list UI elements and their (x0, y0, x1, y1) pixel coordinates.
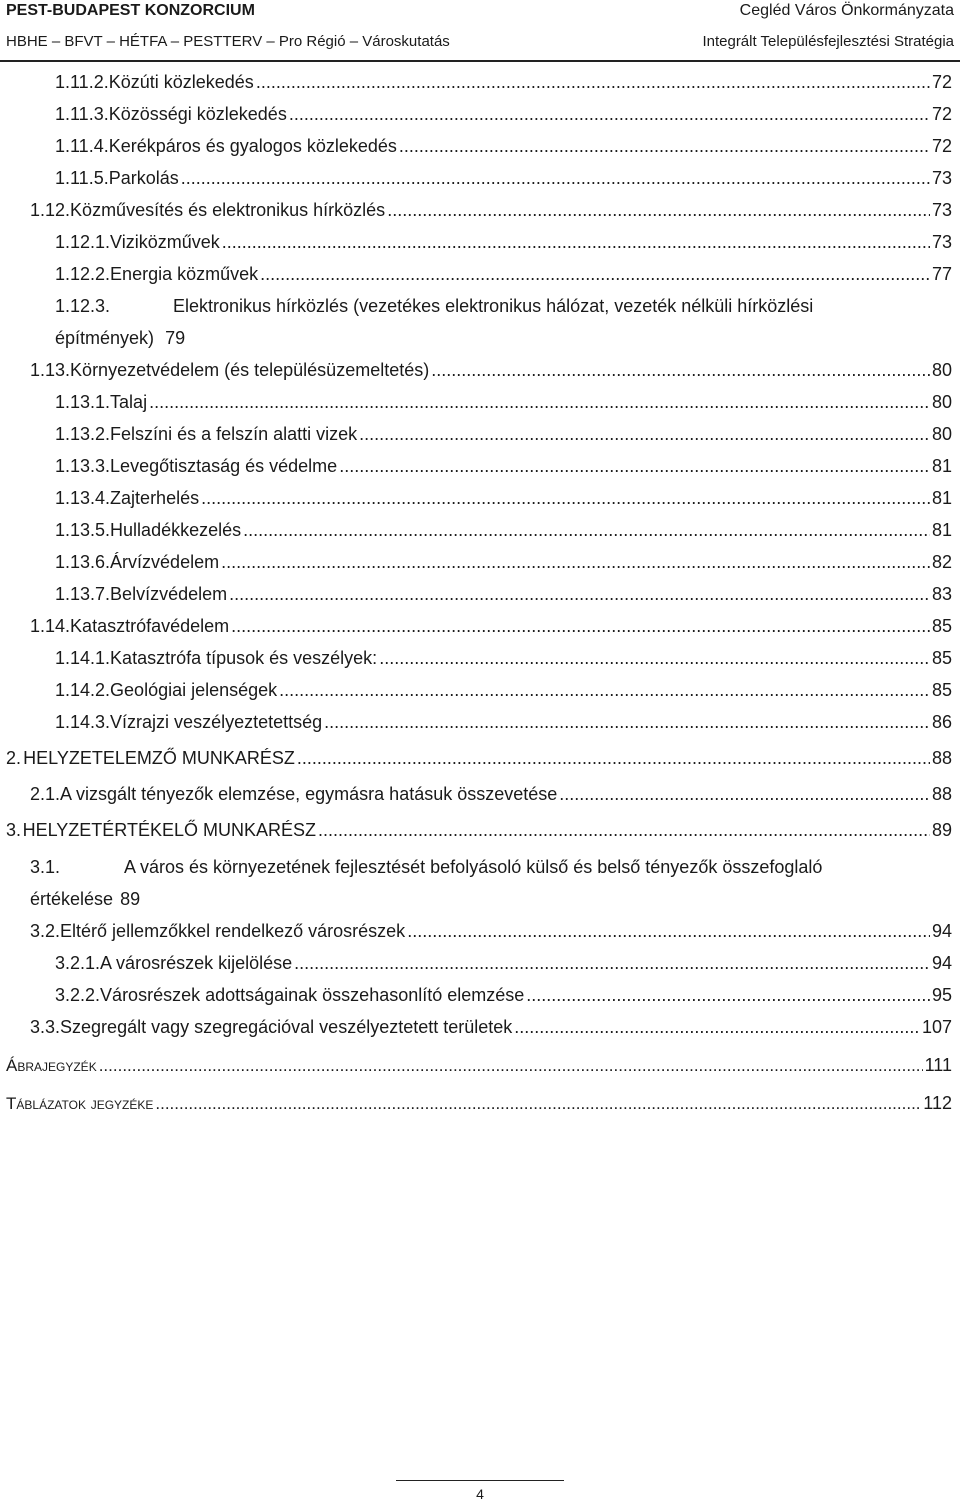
toc-leader-dots (201, 486, 930, 510)
toc-entry[interactable] (55, 550, 952, 574)
toc-leader-dots (155, 1092, 921, 1116)
toc-entry-number: 3. (6, 820, 22, 840)
toc-leader-dots (399, 134, 930, 158)
toc-entry[interactable] (55, 646, 952, 670)
toc-entry-page: 73 (931, 200, 952, 220)
toc-entry[interactable] (55, 678, 952, 702)
toc-entry-page: 79 (165, 328, 186, 348)
toc-entry[interactable] (30, 782, 952, 806)
toc-entry-title: A város és környezetének fejlesztését befolyásoló külső és belső tényezők összefoglaló (124, 857, 823, 877)
toc-entry[interactable] (6, 818, 952, 842)
toc-entry[interactable] (55, 390, 952, 414)
toc-entry-page: 94 (931, 953, 952, 973)
toc-leader-dots (297, 746, 930, 770)
toc-entry-page: 88 (931, 748, 952, 768)
toc-leader-dots (514, 1015, 920, 1039)
document-title: Integrált Településfejlesztési Stratégia (702, 33, 954, 50)
toc-leader-dots (526, 983, 930, 1007)
toc-entry-wrapped[interactable] (55, 294, 813, 318)
toc-leader-dots (229, 582, 930, 606)
toc-leader-dots (256, 70, 930, 94)
toc-entry-page: 86 (931, 712, 952, 732)
toc-entry[interactable] (6, 746, 952, 770)
toc-entry-figures[interactable] (6, 1053, 952, 1078)
toc-entry-number: 3.3. (30, 1017, 61, 1037)
toc-leader-dots (181, 166, 930, 190)
toc-entry-page: 73 (931, 232, 952, 252)
toc-entry-number: 3.2.1. (55, 953, 101, 973)
toc-entry-page: 73 (931, 168, 952, 188)
toc-entry[interactable] (30, 614, 952, 638)
toc-entry[interactable] (55, 134, 952, 158)
toc-entry-page: 88 (931, 784, 952, 804)
toc-entry-number: 1.12.3. (55, 296, 111, 316)
partners-list: HBHE – BFVT – HÉTFA – PESTTERV – Pro Régió – Városkutatás (6, 33, 450, 50)
toc-leader-dots (324, 710, 930, 734)
toc-entry-title: Hulladékkezelés (110, 520, 242, 540)
toc-leader-dots (231, 614, 930, 638)
toc-entry-title: Városrészek adottságainak összehasonlító elemzése (100, 985, 525, 1005)
consortium-name: PEST-BUDAPEST KONZORCIUM (6, 2, 255, 19)
toc-entry-number: 1.13.3. (55, 456, 111, 476)
toc-leader-dots (99, 1054, 923, 1078)
toc-entry-number: 3.2. (30, 921, 61, 941)
toc-leader-dots (279, 678, 930, 702)
toc-entry-continuation[interactable] (55, 326, 185, 350)
toc-entry-title: Közművesítés és elektronikus hírközlés (70, 200, 386, 220)
toc-entry-title: Viziközművek (110, 232, 220, 252)
toc-entry[interactable] (55, 486, 952, 510)
toc-entry[interactable] (55, 422, 952, 446)
toc-leader-dots (149, 390, 930, 414)
toc-entry-title: Ábrajegyzék (6, 1056, 97, 1075)
toc-entry-number: 1.14.1. (55, 648, 111, 668)
toc-entry-title: Belvízvédelem (110, 584, 228, 604)
toc-entry-title: Energia közművek (110, 264, 259, 284)
toc-entry-page: 95 (931, 985, 952, 1005)
toc-entry-page: 89 (120, 889, 141, 909)
toc-entry[interactable] (55, 951, 952, 975)
toc-entry-title: Vízrajzi veszélyeztetettség (110, 712, 323, 732)
toc-entry-page: 94 (931, 921, 952, 941)
toc-entry-wrapped[interactable] (30, 855, 822, 879)
toc-entry-page: 89 (931, 820, 952, 840)
toc-entry-title: Geológiai jelenségek (110, 680, 278, 700)
toc-entry[interactable] (55, 518, 952, 542)
toc-entry-page: 111 (924, 1055, 952, 1075)
toc-entry[interactable] (30, 198, 952, 222)
toc-entry-page: 72 (931, 136, 952, 156)
toc-entry-number: 1.13.1. (55, 392, 111, 412)
toc-entry-title-continuation: értékelése (30, 889, 114, 909)
toc-entry-page: 77 (931, 264, 952, 284)
toc-entry-number: 1.11.2. (55, 72, 109, 92)
toc-leader-dots (559, 782, 930, 806)
toc-entry-number: 1.13.2. (55, 424, 111, 444)
toc-entry-title: Katasztrófa típusok és veszélyek: (110, 648, 378, 668)
toc-entry-page: 81 (931, 488, 952, 508)
toc-leader-dots (289, 102, 930, 126)
toc-entry[interactable] (55, 983, 952, 1007)
footer-divider (396, 1480, 564, 1481)
toc-entry[interactable] (30, 919, 952, 943)
toc-entry-page: 72 (931, 104, 952, 124)
toc-entry[interactable] (55, 262, 952, 286)
toc-entry-page: 83 (931, 584, 952, 604)
toc-entry-title: Katasztrófavédelem (70, 616, 230, 636)
toc-entry-page: 112 (923, 1093, 952, 1113)
toc-entry-number: 1.13.6. (55, 552, 111, 572)
toc-entry[interactable] (55, 102, 952, 126)
toc-entry-page: 82 (931, 552, 952, 572)
toc-entry-page: 80 (931, 392, 952, 412)
toc-entry-page: 72 (931, 72, 952, 92)
toc-entry-title: Parkolás (108, 168, 179, 188)
toc-entry-number: 1.11.4. (55, 136, 109, 156)
toc-leader-dots (359, 422, 930, 446)
toc-entry-title: HELYZETELEMZŐ MUNKARÉSZ (23, 748, 295, 768)
toc-entry-number: 1.13.5. (55, 520, 111, 540)
toc-entry-number: 1.14. (30, 616, 71, 636)
toc-leader-dots (318, 818, 930, 842)
toc-entry-number: 1.12.1. (55, 232, 111, 252)
toc-entry-title: Közösségi közlekedés (108, 104, 287, 124)
toc-entry-title: A városrészek kijelölése (100, 953, 293, 973)
toc-entry-number: 3.1. (30, 857, 61, 877)
toc-entry-page: 85 (931, 616, 952, 636)
toc-entry[interactable] (55, 710, 952, 734)
toc-entry-page: 80 (931, 424, 952, 444)
toc-entry-page: 107 (921, 1017, 952, 1037)
toc-entry[interactable] (30, 358, 952, 382)
toc-entry-number: 1.13.4. (55, 488, 111, 508)
toc-entry-number: 1.13.7. (55, 584, 111, 604)
toc-entry-title: HELYZETÉRTÉKELŐ MUNKARÉSZ (22, 820, 317, 840)
toc-entry-title: Elektronikus hírközlés (vezetékes elektronikus hálózat, vezeték nélküli hírközlési (173, 296, 814, 316)
toc-entry-number: 1.12. (30, 200, 71, 220)
toc-leader-dots (294, 951, 930, 975)
toc-entry[interactable] (30, 1015, 952, 1039)
toc-entry-title-continuation: építmények) (55, 328, 155, 348)
toc-entry-title: Közúti közlekedés (108, 72, 254, 92)
toc-entry-number: 1.11.5. (55, 168, 109, 188)
toc-entry-number: 2.1. (30, 784, 61, 804)
toc-entry-continuation[interactable] (30, 887, 140, 911)
toc-entry-title: Eltérő jellemzőkkel rendelkező városrészek (60, 921, 406, 941)
toc-entry-title: Zajterhelés (110, 488, 200, 508)
municipality-name: Cegléd Város Önkormányzata (739, 2, 954, 19)
toc-entry-title: Környezetvédelem (és településüzemeltetés) (70, 360, 430, 380)
toc-entry-title: A vizsgált tényezők elemzése, egymásra hatásuk összevetése (60, 784, 558, 804)
toc-leader-dots (221, 550, 930, 574)
toc-leader-dots (339, 454, 930, 478)
toc-leader-dots (379, 646, 930, 670)
toc-entry-title: Szegregált vagy szegregációval veszélyeztetett területek (60, 1017, 513, 1037)
toc-leader-dots (260, 262, 930, 286)
toc-entry-title: Levegőtisztaság és védelme (110, 456, 338, 476)
toc-entry-page: 85 (931, 680, 952, 700)
toc-entry-number: 1.11.3. (55, 104, 109, 124)
toc-entry-page: 80 (931, 360, 952, 380)
page-number: 4 (476, 1486, 484, 1502)
toc-entry-title: Kerékpáros és gyalogos közlekedés (108, 136, 397, 156)
toc-entry[interactable] (55, 166, 952, 190)
toc-entry-title: Táblázatok jegyzéke (6, 1094, 154, 1113)
toc-entry-number: 3.2.2. (55, 985, 101, 1005)
toc-leader-dots (243, 518, 930, 542)
toc-entry-title: Árvízvédelem (110, 552, 220, 572)
toc-entry-number: 1.14.2. (55, 680, 111, 700)
toc-entry[interactable] (55, 230, 952, 254)
toc-entry-number: 1.13. (30, 360, 71, 380)
toc-leader-dots (407, 919, 930, 943)
toc-entry-title: Felszíni és a felszín alatti vizek (110, 424, 358, 444)
toc-entry[interactable] (55, 70, 952, 94)
toc-entry-page: 81 (931, 456, 952, 476)
toc-entry-page: 81 (931, 520, 952, 540)
toc-leader-dots (431, 358, 930, 382)
toc-entry-tables[interactable] (6, 1091, 952, 1116)
toc-entry-number: 2. (6, 748, 22, 768)
toc-entry-number: 1.14.3. (55, 712, 111, 732)
toc-entry[interactable] (55, 454, 952, 478)
toc-entry-title: Talaj (110, 392, 148, 412)
toc-entry-number: 1.12.2. (55, 264, 111, 284)
toc-leader-dots (387, 198, 930, 222)
toc-leader-dots (222, 230, 930, 254)
toc-entry-page: 85 (931, 648, 952, 668)
toc-entry[interactable] (55, 582, 952, 606)
